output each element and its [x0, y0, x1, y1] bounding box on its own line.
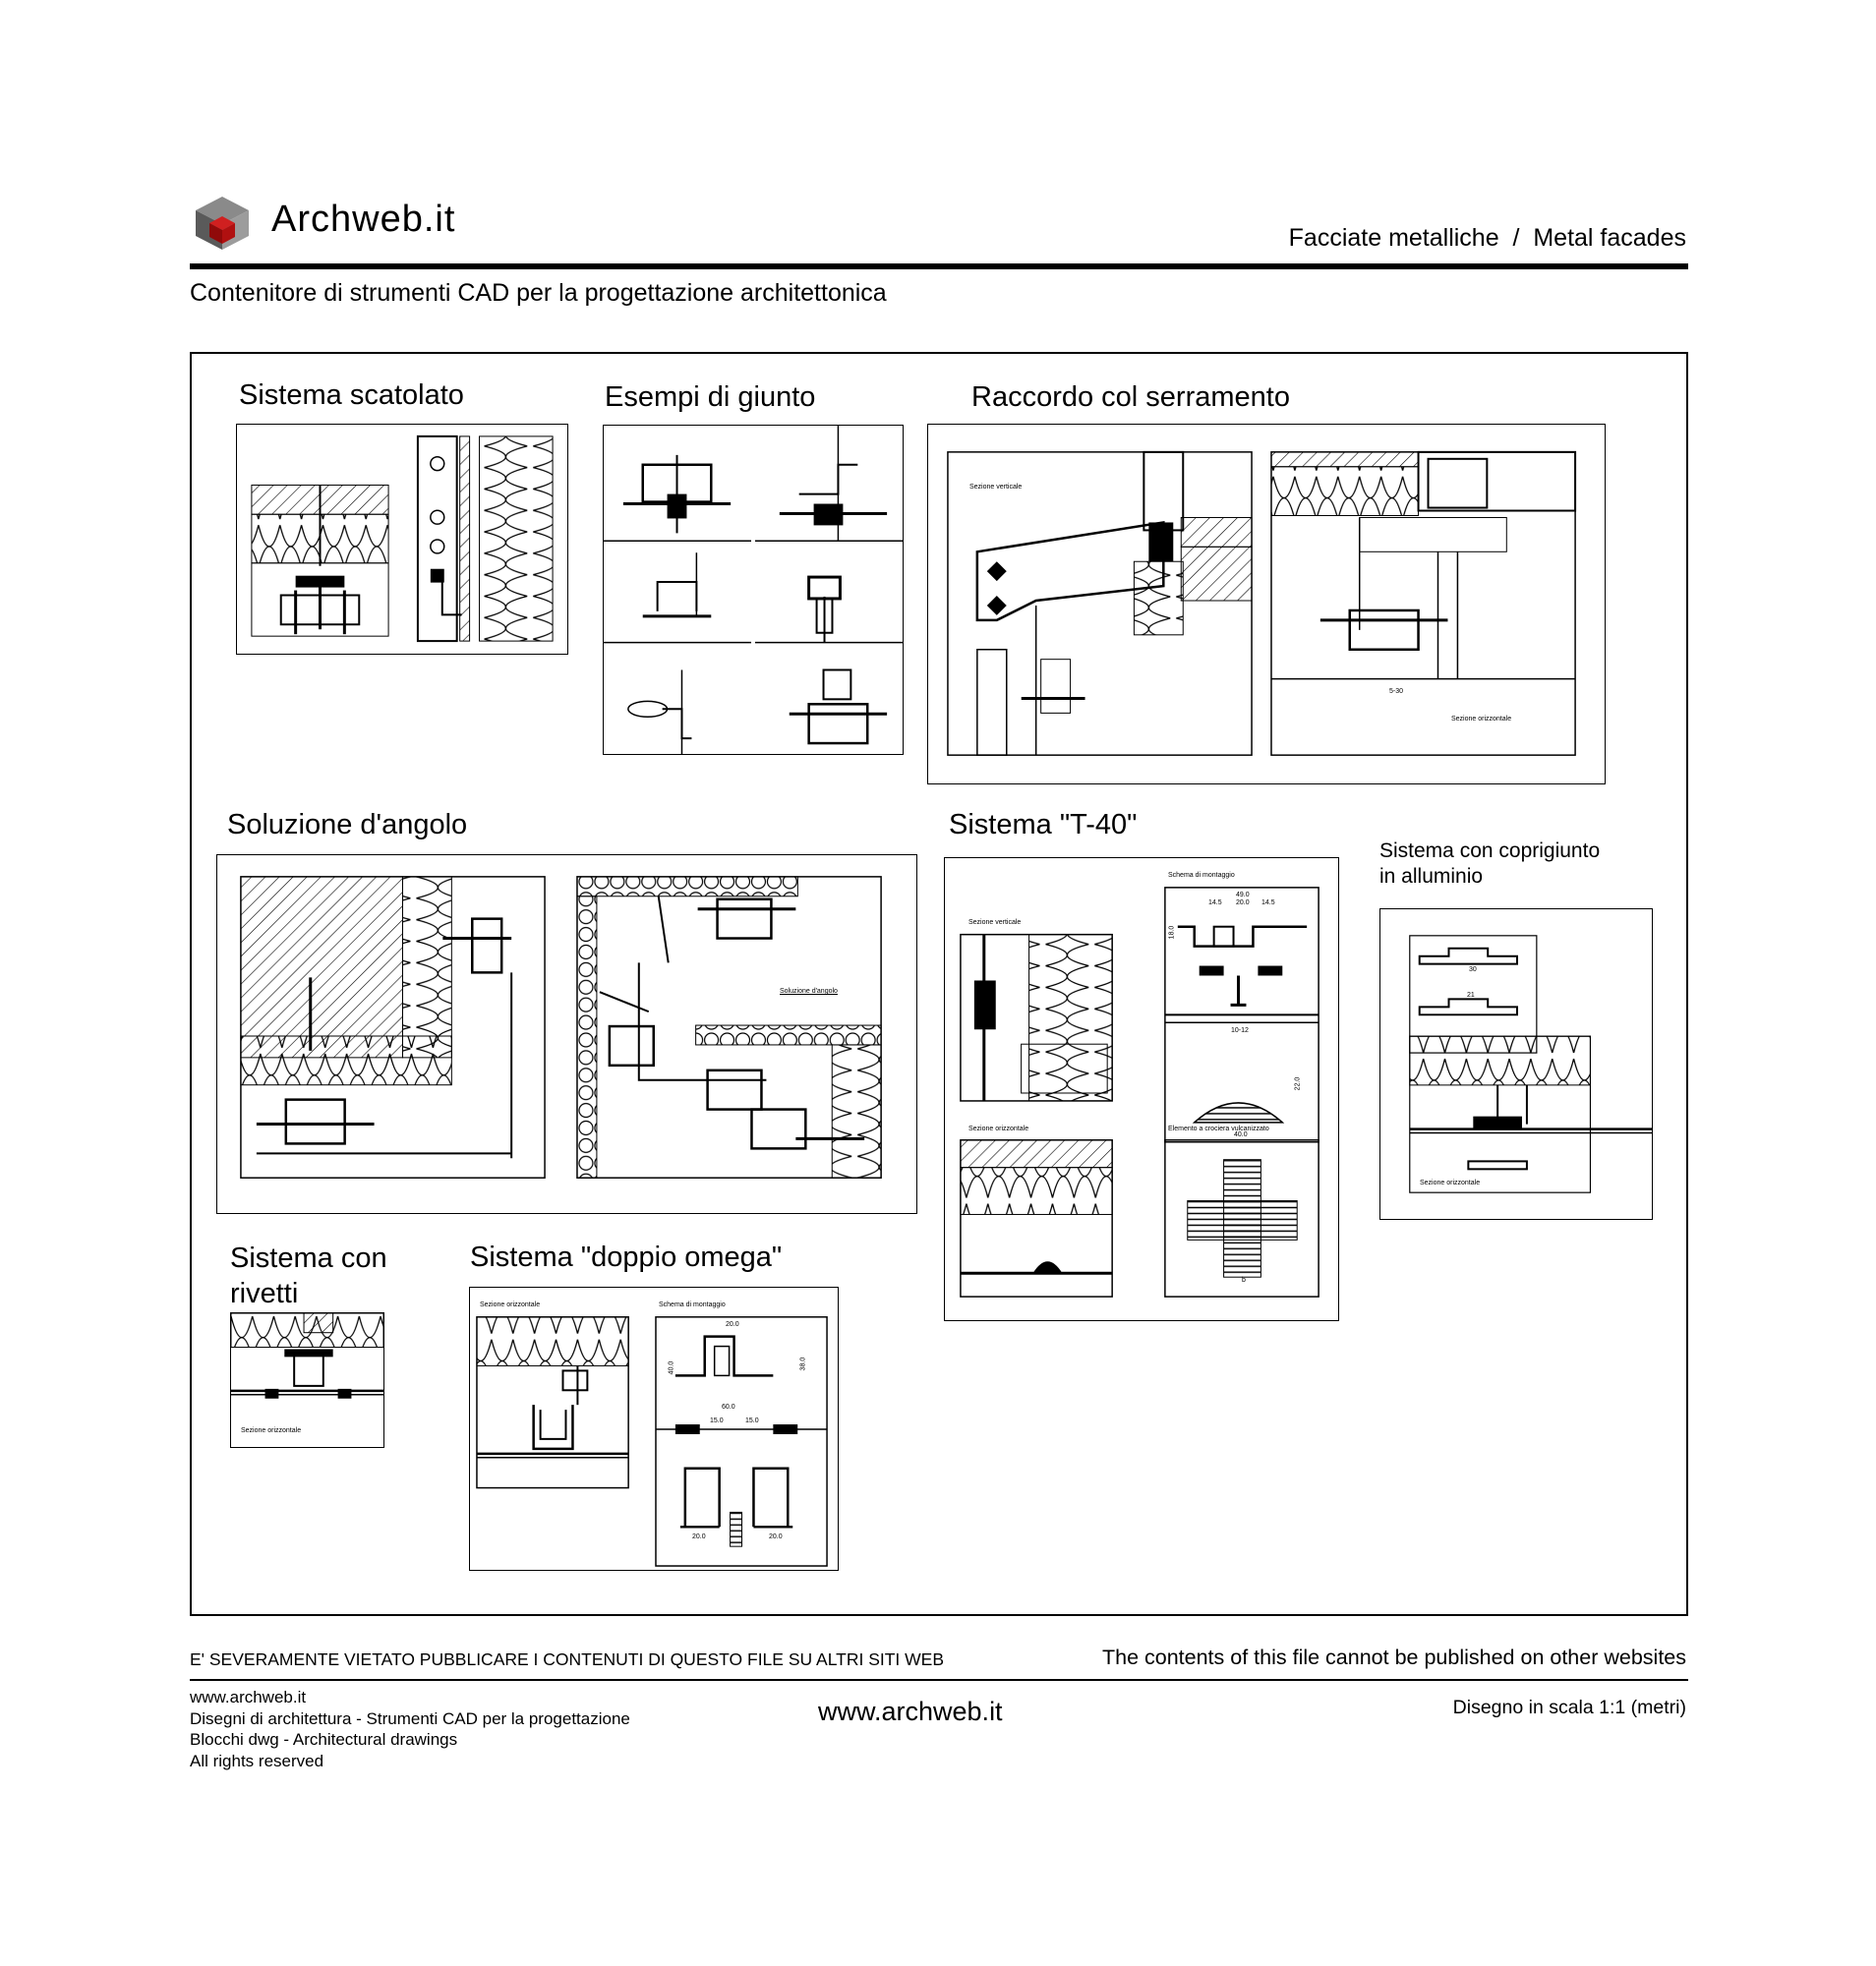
panel-rivetti	[230, 1312, 384, 1448]
section-title-raccordo: Raccordo col serramento	[971, 381, 1290, 413]
angolo-detail-drawing	[217, 855, 916, 1213]
t40-dim-a: 14.5	[1208, 899, 1222, 906]
t40-dim-top: 49.0	[1236, 892, 1250, 898]
footer-credit-line: Disegni di architettura - Strumenti CAD per la progettazione	[190, 1708, 630, 1728]
t40-dim-b: 20.0	[1236, 899, 1250, 906]
cube-logo-icon	[194, 195, 251, 252]
tagline: Contenitore di strumenti CAD per la progettazione architettonica	[190, 279, 887, 307]
scatolato-detail-drawing	[237, 425, 567, 654]
footer-warning-en: The contents of this file cannot be published on other websites	[1101, 1646, 1686, 1669]
t40-dim-mid: 10-12	[1231, 1027, 1249, 1034]
t40-detail-drawing	[945, 858, 1338, 1320]
coprigiunto-label: Sezione orizzontale	[1420, 1180, 1481, 1186]
section-title-omega: Sistema "doppio omega"	[470, 1242, 783, 1273]
panel-scatolato	[236, 424, 568, 655]
header-divider	[190, 263, 1688, 269]
coprigiunto-detail-drawing	[1380, 909, 1652, 1219]
brand-name: Archweb.it	[271, 199, 456, 240]
drawing-category: Facciate metalliche / Metal facades	[1288, 224, 1686, 252]
omega-dim-top: 20.0	[726, 1321, 739, 1328]
coprigiunto-title-line1: Sistema con coprigiunto	[1379, 839, 1601, 862]
coprigiunto-title-line2: in alluminio	[1379, 865, 1484, 889]
section-title-giunto: Esempi di giunto	[605, 381, 816, 413]
section-title-scatolato: Sistema scatolato	[239, 379, 464, 411]
omega-label-schema: Schema di montaggio	[659, 1301, 726, 1308]
t40-dim-b-letter: b	[1242, 1277, 1246, 1284]
t40-label-vert: Sezione verticale	[968, 919, 1022, 926]
t40-label-crociera: Elemento a crociera vulcanizzato	[1168, 1126, 1269, 1132]
giunto-detail-drawing	[604, 426, 903, 754]
footer-website[interactable]: www.archweb.it	[818, 1697, 1003, 1726]
coprigiunto-dim-b: 21	[1467, 992, 1475, 999]
section-title-angolo: Soluzione d'angolo	[227, 809, 468, 840]
angolo-label: Soluzione d'angolo	[780, 988, 838, 995]
t40-dim-side: 18.0	[1168, 925, 1176, 940]
omega-dim-bl: 20.0	[692, 1533, 706, 1540]
omega-label-oriz: Sezione orizzontale	[480, 1301, 541, 1308]
omega-dim-mid-a: 15.0	[710, 1417, 724, 1424]
panel-angolo	[216, 854, 917, 1214]
t40-dim-bottom: 40.0	[1234, 1131, 1248, 1138]
coprigiunto-dim-a: 30	[1469, 966, 1477, 973]
section-title-rivetti	[230, 1241, 387, 1311]
t40-dim-h: 22.0	[1294, 1076, 1302, 1091]
t40-label-oriz: Sezione orizzontale	[968, 1126, 1029, 1132]
omega-dim-w: 60.0	[722, 1404, 735, 1411]
footer-warning-it: E' SEVERAMENTE VIETATO PUBBLICARE I CONTENUTI DI QUESTO FILE SU ALTRI SITI WEB	[190, 1649, 945, 1669]
rivetti-label: Sezione orizzontale	[241, 1427, 302, 1434]
panel-raccordo	[927, 424, 1606, 784]
raccordo-label-left: Sezione verticale	[969, 484, 1023, 491]
omega-dim-h: 40.0	[668, 1360, 675, 1375]
footer-divider	[190, 1679, 1688, 1681]
footer-credit-line: Blocchi dwg - Architectural drawings	[190, 1730, 458, 1749]
omega-dim-h2: 38.0	[799, 1357, 807, 1371]
panel-t40	[944, 857, 1339, 1321]
section-title-coprigiunto	[1379, 838, 1600, 891]
panel-coprigiunto	[1379, 908, 1653, 1220]
rivetti-title-line1: Sistema con	[230, 1243, 387, 1274]
raccordo-dim: 5-30	[1389, 688, 1404, 695]
omega-dim-br: 20.0	[769, 1533, 783, 1540]
raccordo-label-right: Sezione orizzontale	[1451, 716, 1512, 723]
panel-giunto	[603, 425, 904, 755]
omega-detail-drawing	[470, 1288, 838, 1570]
rivetti-title-line2: rivetti	[230, 1278, 299, 1309]
logo	[194, 195, 251, 252]
raccordo-detail-drawing	[928, 425, 1605, 783]
t40-label-schema: Schema di montaggio	[1168, 872, 1235, 879]
t40-dim-c: 14.5	[1261, 899, 1275, 906]
footer-credits	[190, 1687, 630, 1771]
footer-scale: Disegno in scala 1:1 (metri)	[1452, 1697, 1686, 1718]
footer-credit-line: www.archweb.it	[190, 1688, 307, 1706]
footer-credit-line: All rights reserved	[190, 1751, 324, 1770]
panel-omega	[469, 1287, 839, 1571]
omega-dim-mid-b: 15.0	[745, 1417, 759, 1424]
section-title-t40: Sistema "T-40"	[949, 809, 1138, 840]
